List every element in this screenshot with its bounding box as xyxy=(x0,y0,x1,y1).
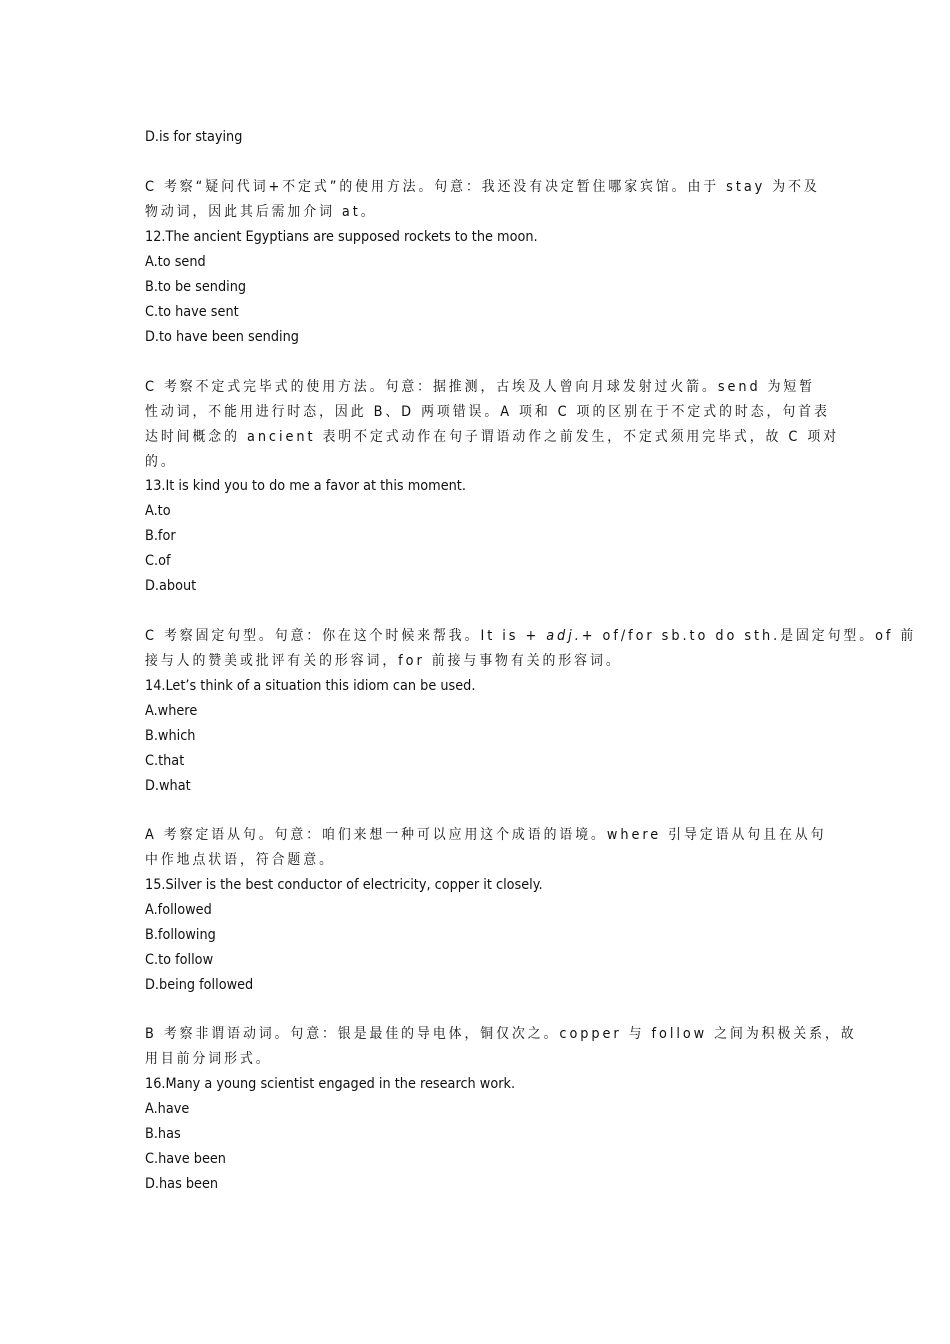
explanation-q15-line1: B 考察非谓语动词。句意：银是最佳的导电体，铜仅次之。copper 与 follow 之间为积极关系，故 xyxy=(145,1026,857,1042)
option-b-q16: B.has xyxy=(145,1126,181,1142)
explanation-q11-line1: C 考察“疑问代词+不定式”的使用方法。句意：我还没有决定暂住哪家宾馆。由于 stay 为不及 xyxy=(145,179,820,195)
option-a-q15: A.followed xyxy=(145,902,212,918)
option-d-q16: D.has been xyxy=(145,1176,219,1192)
question-12: 12.The ancient Egyptians are supposed rockets to the moon. xyxy=(145,229,538,245)
explanation-q13-adj: adj. xyxy=(546,628,582,644)
explanation-q13-line1 xyxy=(145,624,917,649)
explanation-q12-line1: C 考察不定式完毕式的使用方法。句意：据推测，古埃及人曾向月球发射过火箭。send 为短暂 xyxy=(145,379,816,395)
option-c-q15: C.to follow xyxy=(145,952,214,968)
question-14: 14.Let’s think of a situation this idiom can be used. xyxy=(145,678,476,694)
option-a-q13: A.to xyxy=(145,503,171,519)
option-c-q14: C.that xyxy=(145,753,185,769)
option-b-q14: B.which xyxy=(145,728,196,744)
question-16: 16.Many a young scientist engaged in the research work. xyxy=(145,1076,516,1092)
option-b-q15: B.following xyxy=(145,927,216,943)
explanation-q11-line2: 物动词，因此其后需加介词 at。 xyxy=(145,204,377,220)
explanation-q12-line2: 性动词，不能用进行时态，因此 B、D 两项错误。A 项和 C 项的区别在于不定式的时态，句首表 xyxy=(145,404,830,420)
option-c-q13: C.of xyxy=(145,553,171,569)
option-d-q15: D.being followed xyxy=(145,977,254,993)
explanation-q12-line4: 的。 xyxy=(145,454,177,470)
explanation-q13-part1: C 考察固定句型。句意：你在这个时候来帮我。It is + xyxy=(145,628,547,644)
explanation-q14-line1: A 考察定语从句。句意：咱们来想一种可以应用这个成语的语境。where 引导定语从句且在从句 xyxy=(145,827,827,843)
option-a-q16: A.have xyxy=(145,1101,190,1117)
explanation-q12-line3: 达时间概念的 ancient 表明不定式动作在句子谓语动作之前发生，不定式须用完毕式，故 C 项对 xyxy=(145,429,840,445)
explanation-q13-part2: + of/for sb.to do sth.是固定句型。of 前 xyxy=(581,628,917,644)
explanation-q14-line2: 中作地点状语，符合题意。 xyxy=(145,852,335,868)
explanation-q13-line2: 接与人的赞美或批评有关的形容词，for 前接与事物有关的形容词。 xyxy=(145,653,622,669)
option-d-q13: D.about xyxy=(145,578,197,594)
question-15: 15.Silver is the best conductor of electricity, copper it closely. xyxy=(145,877,543,893)
option-d-q11: D.is for staying xyxy=(145,129,243,145)
option-c-q16: C.have been xyxy=(145,1151,226,1167)
option-d-q12: D.to have been sending xyxy=(145,329,299,345)
explanation-q15-line2: 用目前分词形式。 xyxy=(145,1051,272,1067)
option-a-q14: A.where xyxy=(145,703,198,719)
option-a-q12: A.to send xyxy=(145,254,206,270)
option-c-q12: C.to have sent xyxy=(145,304,239,320)
option-b-q13: B.for xyxy=(145,528,176,544)
option-b-q12: B.to be sending xyxy=(145,279,247,295)
option-d-q14: D.what xyxy=(145,778,191,794)
question-13: 13.It is kind you to do me a favor at this moment. xyxy=(145,478,466,494)
